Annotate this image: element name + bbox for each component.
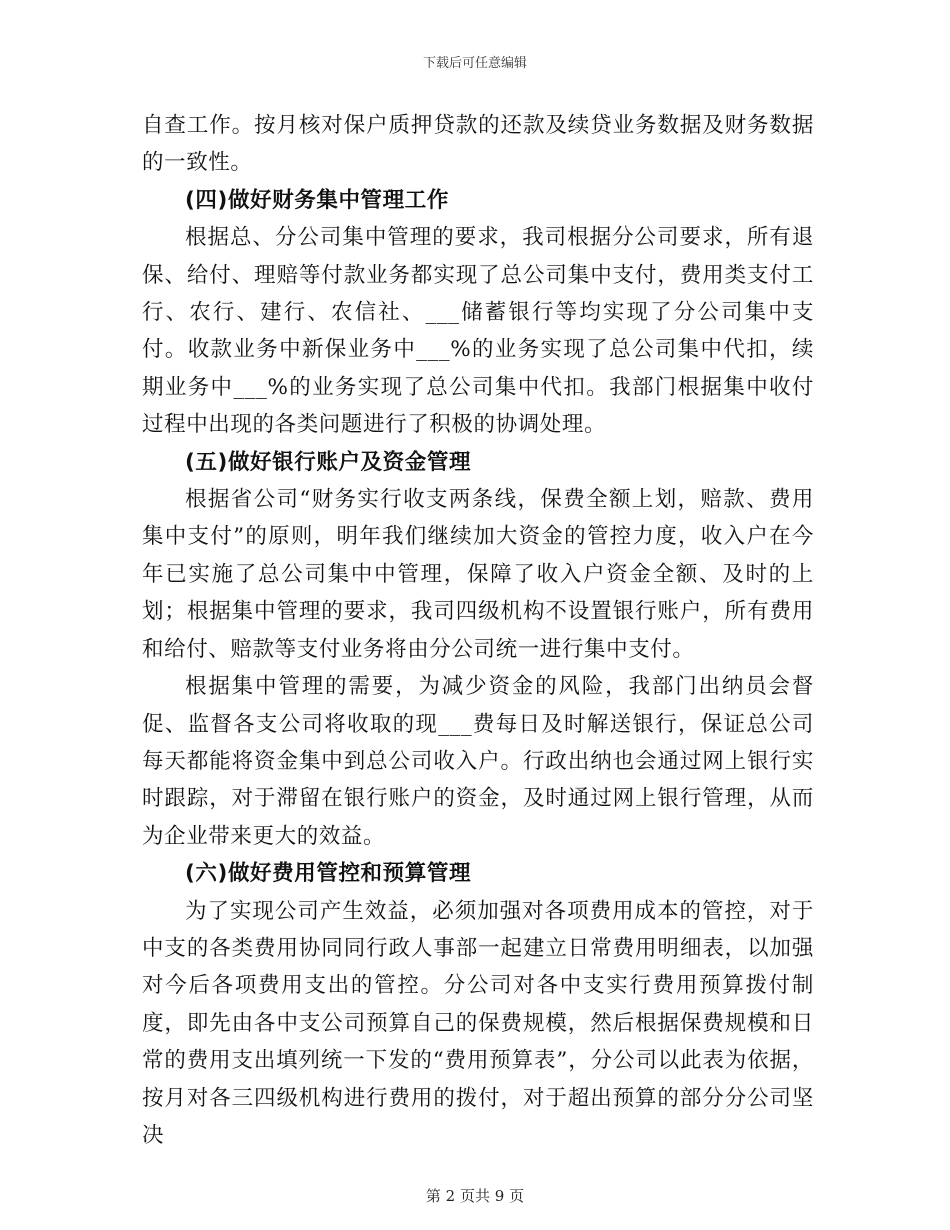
page-footer: 第 2 页共 9 页 [425, 1187, 525, 1205]
paragraph-continuation: 自查工作。按月核对保户质押贷款的还款及续贷业务数据及财务数据的一致性。 [142, 113, 814, 176]
paragraph-centralized-payment: 根据总、分公司集中管理的要求，我司根据分公司要求，所有退保、给付、理赔等付款业务都实现了总公司集中支付，费用类支付工行、农行、建行、农信社、___储蓄银行等均实现了分公司集中支付。收款业务中新保业务中___%的业务实现了总公司集中代扣，续期业务中___%的业务实现了总公司集中代扣。我部门根据集中收付过程中出现的各类问题进行了积极的协调处理。 [142, 225, 814, 438]
section-heading-6: (六)做好费用管控和预算管理 [185, 861, 472, 887]
page-header: 下载后可任意编辑 [422, 56, 527, 71]
section-heading-4: (四)做好财务集中管理工作 [185, 187, 449, 213]
paragraph-bank-accounts: 根据省公司“财务实行收支两条线，保费全额上划，赔款、费用集中支付”的原则，明年我们继续加大资金的管控力度，收入户在今年已实施了总公司集中中管理，保障了收入户资金全额、及时的上划；根据集中管理的要求，我司四级机构不设置银行账户，所有费用和给付、赔款等支付业务将由分公司统一进行集中支付。 [142, 487, 814, 662]
paragraph-fund-risk: 根据集中管理的需要，为减少资金的风险，我部门出纳员会督促、监督各支公司将收取的现___费每日及时解送银行，保证总公司每天都能将资金集中到总公司收入户。行政出纳也会通过网上银行实时跟踪，对于滞留在银行账户的资金，及时通过网上银行管理，从而为企业带来更大的效益。 [142, 674, 814, 849]
paragraph-budget: 为了实现公司产生效益，必须加强对各项费用成本的管控，对于中支的各类费用协同同行政人事部一起建立日常费用明细表，以加强对今后各项费用支出的管控。分公司对各中支实行费用预算拨付制度，即先由各中支公司预算自己的保费规模，然后根据保费规模和日常的费用支出填列统一下发的“费用预算表”，分公司以此表为依据，按月对各三四级机构进行费用的拨付，对于超出预算的部分分公司坚决 [142, 898, 814, 1148]
section-heading-5: (五)做好银行账户及资金管理 [185, 449, 472, 475]
document-body [142, 107, 814, 1154]
